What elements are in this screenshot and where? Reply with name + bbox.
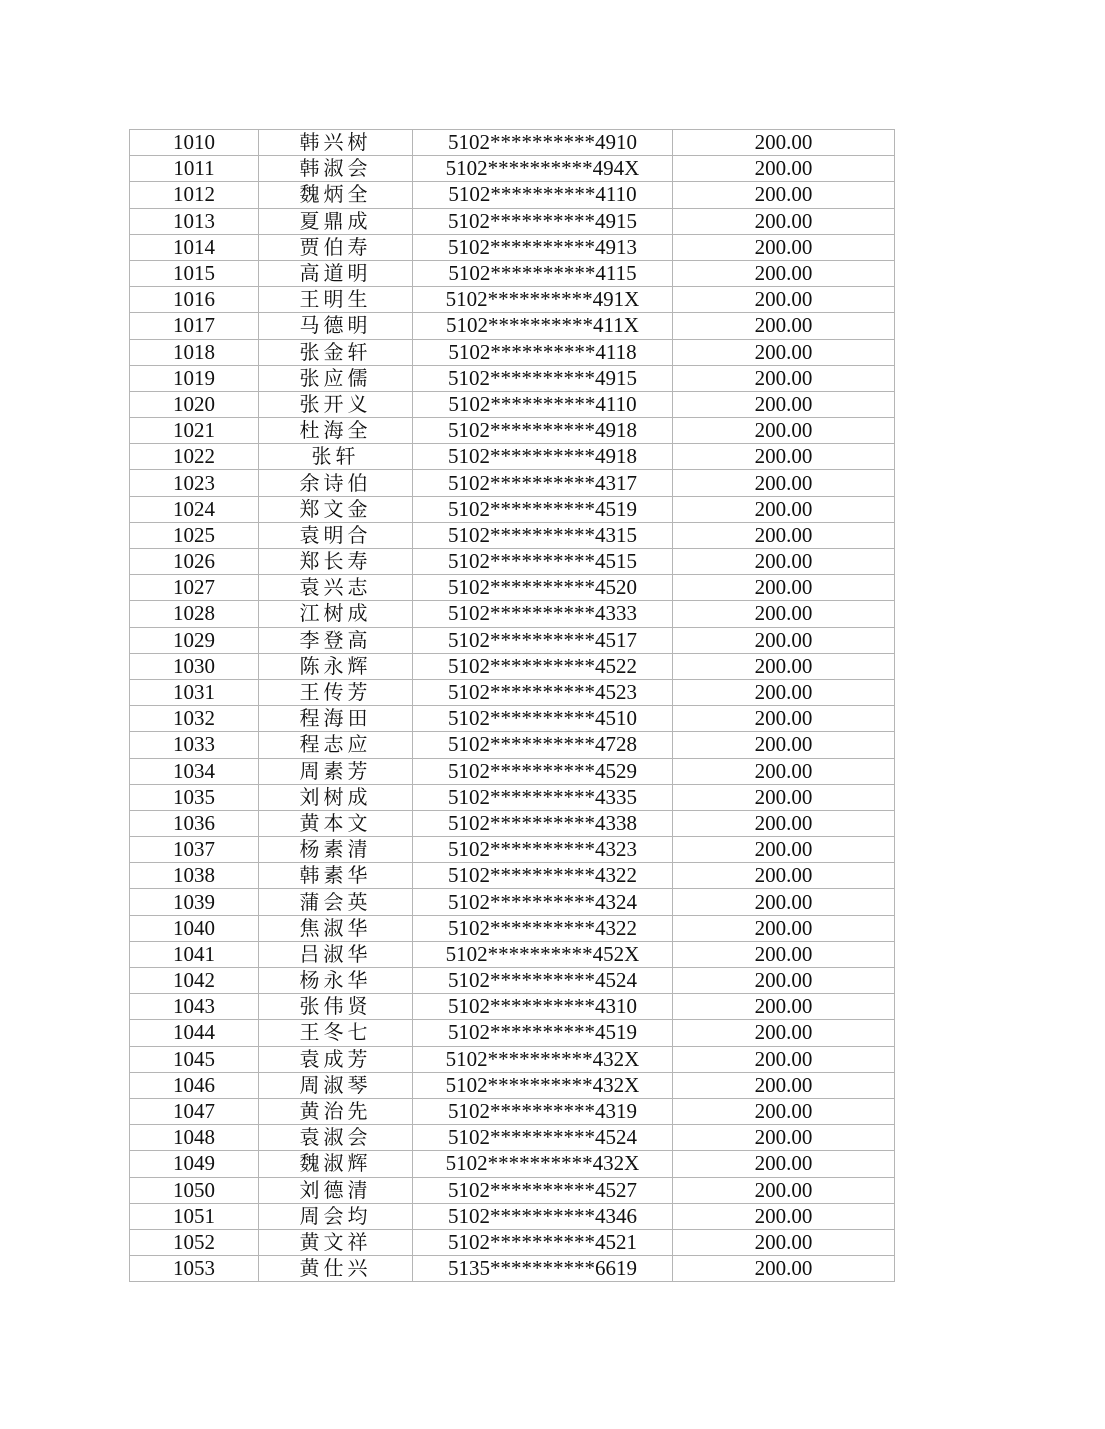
name-cell: 杨素清 <box>259 837 413 863</box>
amount-cell: 200.00 <box>673 863 895 889</box>
name-cell: 黄治先 <box>259 1098 413 1124</box>
name-cell: 黄本文 <box>259 810 413 836</box>
name-cell: 杜海全 <box>259 418 413 444</box>
id-number-cell: 5135**********6619 <box>413 1256 673 1282</box>
name-cell: 张开义 <box>259 391 413 417</box>
amount-cell: 200.00 <box>673 130 895 156</box>
table-row <box>130 915 895 941</box>
amount-cell: 200.00 <box>673 627 895 653</box>
data-table <box>129 129 895 1282</box>
id-number-cell: 5102**********432X <box>413 1151 673 1177</box>
id-number-cell: 5102**********432X <box>413 1072 673 1098</box>
amount-cell: 200.00 <box>673 784 895 810</box>
name-cell: 杨永华 <box>259 968 413 994</box>
table-row <box>130 1229 895 1255</box>
row-number-cell: 1024 <box>130 496 259 522</box>
id-number-cell: 5102**********4333 <box>413 601 673 627</box>
amount-cell: 200.00 <box>673 391 895 417</box>
row-number-cell: 1052 <box>130 1229 259 1255</box>
name-cell: 余诗伯 <box>259 470 413 496</box>
amount-cell: 200.00 <box>673 837 895 863</box>
row-number-cell: 1025 <box>130 522 259 548</box>
name-cell: 郑长寿 <box>259 549 413 575</box>
amount-cell: 200.00 <box>673 1098 895 1124</box>
name-cell: 刘树成 <box>259 784 413 810</box>
amount-cell: 200.00 <box>673 234 895 260</box>
name-cell: 刘德清 <box>259 1177 413 1203</box>
table-row <box>130 130 895 156</box>
table-row <box>130 182 895 208</box>
table-row <box>130 758 895 784</box>
name-cell: 黄仕兴 <box>259 1256 413 1282</box>
row-number-cell: 1013 <box>130 208 259 234</box>
name-cell: 焦淑华 <box>259 915 413 941</box>
row-number-cell: 1039 <box>130 889 259 915</box>
amount-cell: 200.00 <box>673 575 895 601</box>
name-cell: 程志应 <box>259 732 413 758</box>
table-row <box>130 994 895 1020</box>
name-cell: 张伟贤 <box>259 994 413 1020</box>
row-number-cell: 1041 <box>130 941 259 967</box>
table-row <box>130 496 895 522</box>
id-number-cell: 5102**********4115 <box>413 260 673 286</box>
id-number-cell: 5102**********4523 <box>413 679 673 705</box>
id-number-cell: 5102**********4319 <box>413 1098 673 1124</box>
id-number-cell: 5102**********4110 <box>413 182 673 208</box>
name-cell: 魏淑辉 <box>259 1151 413 1177</box>
table-row <box>130 706 895 732</box>
name-cell: 袁兴志 <box>259 575 413 601</box>
amount-cell: 200.00 <box>673 522 895 548</box>
table-row <box>130 1072 895 1098</box>
id-number-cell: 5102**********4913 <box>413 234 673 260</box>
id-number-cell: 5102**********452X <box>413 941 673 967</box>
row-number-cell: 1037 <box>130 837 259 863</box>
id-number-cell: 5102**********4918 <box>413 418 673 444</box>
name-cell: 韩兴树 <box>259 130 413 156</box>
id-number-cell: 5102**********4335 <box>413 784 673 810</box>
table-row <box>130 1203 895 1229</box>
amount-cell: 200.00 <box>673 968 895 994</box>
table-row <box>130 339 895 365</box>
row-number-cell: 1020 <box>130 391 259 417</box>
amount-cell: 200.00 <box>673 810 895 836</box>
row-number-cell: 1043 <box>130 994 259 1020</box>
name-cell: 周淑琴 <box>259 1072 413 1098</box>
table-row <box>130 1020 895 1046</box>
row-number-cell: 1014 <box>130 234 259 260</box>
table-row <box>130 653 895 679</box>
row-number-cell: 1053 <box>130 1256 259 1282</box>
row-number-cell: 1038 <box>130 863 259 889</box>
row-number-cell: 1010 <box>130 130 259 156</box>
name-cell: 夏鼎成 <box>259 208 413 234</box>
amount-cell: 200.00 <box>673 496 895 522</box>
id-number-cell: 5102**********4529 <box>413 758 673 784</box>
amount-cell: 200.00 <box>673 208 895 234</box>
id-number-cell: 5102**********4524 <box>413 968 673 994</box>
table-row <box>130 1256 895 1282</box>
amount-cell: 200.00 <box>673 601 895 627</box>
amount-cell: 200.00 <box>673 1256 895 1282</box>
row-number-cell: 1016 <box>130 287 259 313</box>
id-number-cell: 5102**********4522 <box>413 653 673 679</box>
row-number-cell: 1030 <box>130 653 259 679</box>
name-cell: 韩淑会 <box>259 156 413 182</box>
table-row <box>130 549 895 575</box>
table-row <box>130 1151 895 1177</box>
table-row <box>130 863 895 889</box>
table-row <box>130 941 895 967</box>
name-cell: 袁成芳 <box>259 1046 413 1072</box>
id-number-cell: 5102**********4521 <box>413 1229 673 1255</box>
table-row <box>130 575 895 601</box>
name-cell: 蒲会英 <box>259 889 413 915</box>
id-number-cell: 5102**********4515 <box>413 549 673 575</box>
table-row <box>130 208 895 234</box>
id-number-cell: 5102**********4527 <box>413 1177 673 1203</box>
amount-cell: 200.00 <box>673 444 895 470</box>
amount-cell: 200.00 <box>673 994 895 1020</box>
id-number-cell: 5102**********4346 <box>413 1203 673 1229</box>
id-number-cell: 5102**********411X <box>413 313 673 339</box>
id-number-cell: 5102**********4338 <box>413 810 673 836</box>
table-row <box>130 365 895 391</box>
name-cell: 贾伯寿 <box>259 234 413 260</box>
row-number-cell: 1044 <box>130 1020 259 1046</box>
id-number-cell: 5102**********4915 <box>413 208 673 234</box>
table-row <box>130 391 895 417</box>
row-number-cell: 1033 <box>130 732 259 758</box>
id-number-cell: 5102**********4310 <box>413 994 673 1020</box>
amount-cell: 200.00 <box>673 941 895 967</box>
amount-cell: 200.00 <box>673 732 895 758</box>
id-number-cell: 5102**********4524 <box>413 1125 673 1151</box>
row-number-cell: 1019 <box>130 365 259 391</box>
table-row <box>130 679 895 705</box>
amount-cell: 200.00 <box>673 339 895 365</box>
row-number-cell: 1042 <box>130 968 259 994</box>
id-number-cell: 5102**********4317 <box>413 470 673 496</box>
id-number-cell: 5102**********4520 <box>413 575 673 601</box>
id-number-cell: 5102**********4323 <box>413 837 673 863</box>
name-cell: 袁明合 <box>259 522 413 548</box>
table-row <box>130 837 895 863</box>
name-cell: 周会均 <box>259 1203 413 1229</box>
id-number-cell: 5102**********4110 <box>413 391 673 417</box>
table-row <box>130 784 895 810</box>
amount-cell: 200.00 <box>673 365 895 391</box>
table-row <box>130 1098 895 1124</box>
row-number-cell: 1017 <box>130 313 259 339</box>
row-number-cell: 1029 <box>130 627 259 653</box>
table-row <box>130 1125 895 1151</box>
name-cell: 江树成 <box>259 601 413 627</box>
row-number-cell: 1049 <box>130 1151 259 1177</box>
row-number-cell: 1040 <box>130 915 259 941</box>
name-cell: 张轩 <box>259 444 413 470</box>
row-number-cell: 1051 <box>130 1203 259 1229</box>
amount-cell: 200.00 <box>673 182 895 208</box>
name-cell: 袁淑会 <box>259 1125 413 1151</box>
id-number-cell: 5102**********4322 <box>413 915 673 941</box>
name-cell: 王传芳 <box>259 679 413 705</box>
amount-cell: 200.00 <box>673 1046 895 1072</box>
table-row <box>130 470 895 496</box>
id-number-cell: 5102**********4918 <box>413 444 673 470</box>
id-number-cell: 5102**********432X <box>413 1046 673 1072</box>
table-body <box>130 130 895 1282</box>
row-number-cell: 1050 <box>130 1177 259 1203</box>
table-row <box>130 810 895 836</box>
row-number-cell: 1027 <box>130 575 259 601</box>
row-number-cell: 1045 <box>130 1046 259 1072</box>
id-number-cell: 5102**********4510 <box>413 706 673 732</box>
name-cell: 韩素华 <box>259 863 413 889</box>
table-row <box>130 627 895 653</box>
table-row <box>130 260 895 286</box>
table-row <box>130 732 895 758</box>
amount-cell: 200.00 <box>673 653 895 679</box>
amount-cell: 200.00 <box>673 156 895 182</box>
row-number-cell: 1018 <box>130 339 259 365</box>
row-number-cell: 1022 <box>130 444 259 470</box>
amount-cell: 200.00 <box>673 679 895 705</box>
table-row <box>130 601 895 627</box>
amount-cell: 200.00 <box>673 1072 895 1098</box>
row-number-cell: 1023 <box>130 470 259 496</box>
table-row <box>130 968 895 994</box>
amount-cell: 200.00 <box>673 1151 895 1177</box>
row-number-cell: 1012 <box>130 182 259 208</box>
id-number-cell: 5102**********494X <box>413 156 673 182</box>
row-number-cell: 1021 <box>130 418 259 444</box>
row-number-cell: 1031 <box>130 679 259 705</box>
name-cell: 吕淑华 <box>259 941 413 967</box>
name-cell: 黄文祥 <box>259 1229 413 1255</box>
id-number-cell: 5102**********4728 <box>413 732 673 758</box>
id-number-cell: 5102**********4910 <box>413 130 673 156</box>
amount-cell: 200.00 <box>673 1020 895 1046</box>
id-number-cell: 5102**********491X <box>413 287 673 313</box>
name-cell: 张金轩 <box>259 339 413 365</box>
name-cell: 王明生 <box>259 287 413 313</box>
id-number-cell: 5102**********4915 <box>413 365 673 391</box>
id-number-cell: 5102**********4324 <box>413 889 673 915</box>
id-number-cell: 5102**********4517 <box>413 627 673 653</box>
amount-cell: 200.00 <box>673 549 895 575</box>
id-number-cell: 5102**********4322 <box>413 863 673 889</box>
table-row <box>130 889 895 915</box>
amount-cell: 200.00 <box>673 313 895 339</box>
row-number-cell: 1048 <box>130 1125 259 1151</box>
name-cell: 高道明 <box>259 260 413 286</box>
row-number-cell: 1015 <box>130 260 259 286</box>
table-row <box>130 418 895 444</box>
row-number-cell: 1036 <box>130 810 259 836</box>
amount-cell: 200.00 <box>673 260 895 286</box>
amount-cell: 200.00 <box>673 758 895 784</box>
row-number-cell: 1047 <box>130 1098 259 1124</box>
table-row <box>130 234 895 260</box>
id-number-cell: 5102**********4519 <box>413 1020 673 1046</box>
amount-cell: 200.00 <box>673 706 895 732</box>
name-cell: 程海田 <box>259 706 413 732</box>
amount-cell: 200.00 <box>673 1203 895 1229</box>
row-number-cell: 1028 <box>130 601 259 627</box>
row-number-cell: 1032 <box>130 706 259 732</box>
amount-cell: 200.00 <box>673 915 895 941</box>
row-number-cell: 1011 <box>130 156 259 182</box>
table-row <box>130 444 895 470</box>
amount-cell: 200.00 <box>673 418 895 444</box>
id-number-cell: 5102**********4118 <box>413 339 673 365</box>
name-cell: 周素芳 <box>259 758 413 784</box>
table-row <box>130 1177 895 1203</box>
row-number-cell: 1035 <box>130 784 259 810</box>
table-row <box>130 522 895 548</box>
table-row <box>130 287 895 313</box>
row-number-cell: 1034 <box>130 758 259 784</box>
row-number-cell: 1046 <box>130 1072 259 1098</box>
amount-cell: 200.00 <box>673 1177 895 1203</box>
name-cell: 王冬七 <box>259 1020 413 1046</box>
name-cell: 魏炳全 <box>259 182 413 208</box>
table-row <box>130 156 895 182</box>
amount-cell: 200.00 <box>673 1229 895 1255</box>
amount-cell: 200.00 <box>673 1125 895 1151</box>
name-cell: 李登高 <box>259 627 413 653</box>
id-number-cell: 5102**********4519 <box>413 496 673 522</box>
table-row <box>130 1046 895 1072</box>
amount-cell: 200.00 <box>673 889 895 915</box>
name-cell: 郑文金 <box>259 496 413 522</box>
id-number-cell: 5102**********4315 <box>413 522 673 548</box>
name-cell: 马德明 <box>259 313 413 339</box>
amount-cell: 200.00 <box>673 287 895 313</box>
table-row <box>130 313 895 339</box>
name-cell: 张应儒 <box>259 365 413 391</box>
row-number-cell: 1026 <box>130 549 259 575</box>
amount-cell: 200.00 <box>673 470 895 496</box>
name-cell: 陈永辉 <box>259 653 413 679</box>
